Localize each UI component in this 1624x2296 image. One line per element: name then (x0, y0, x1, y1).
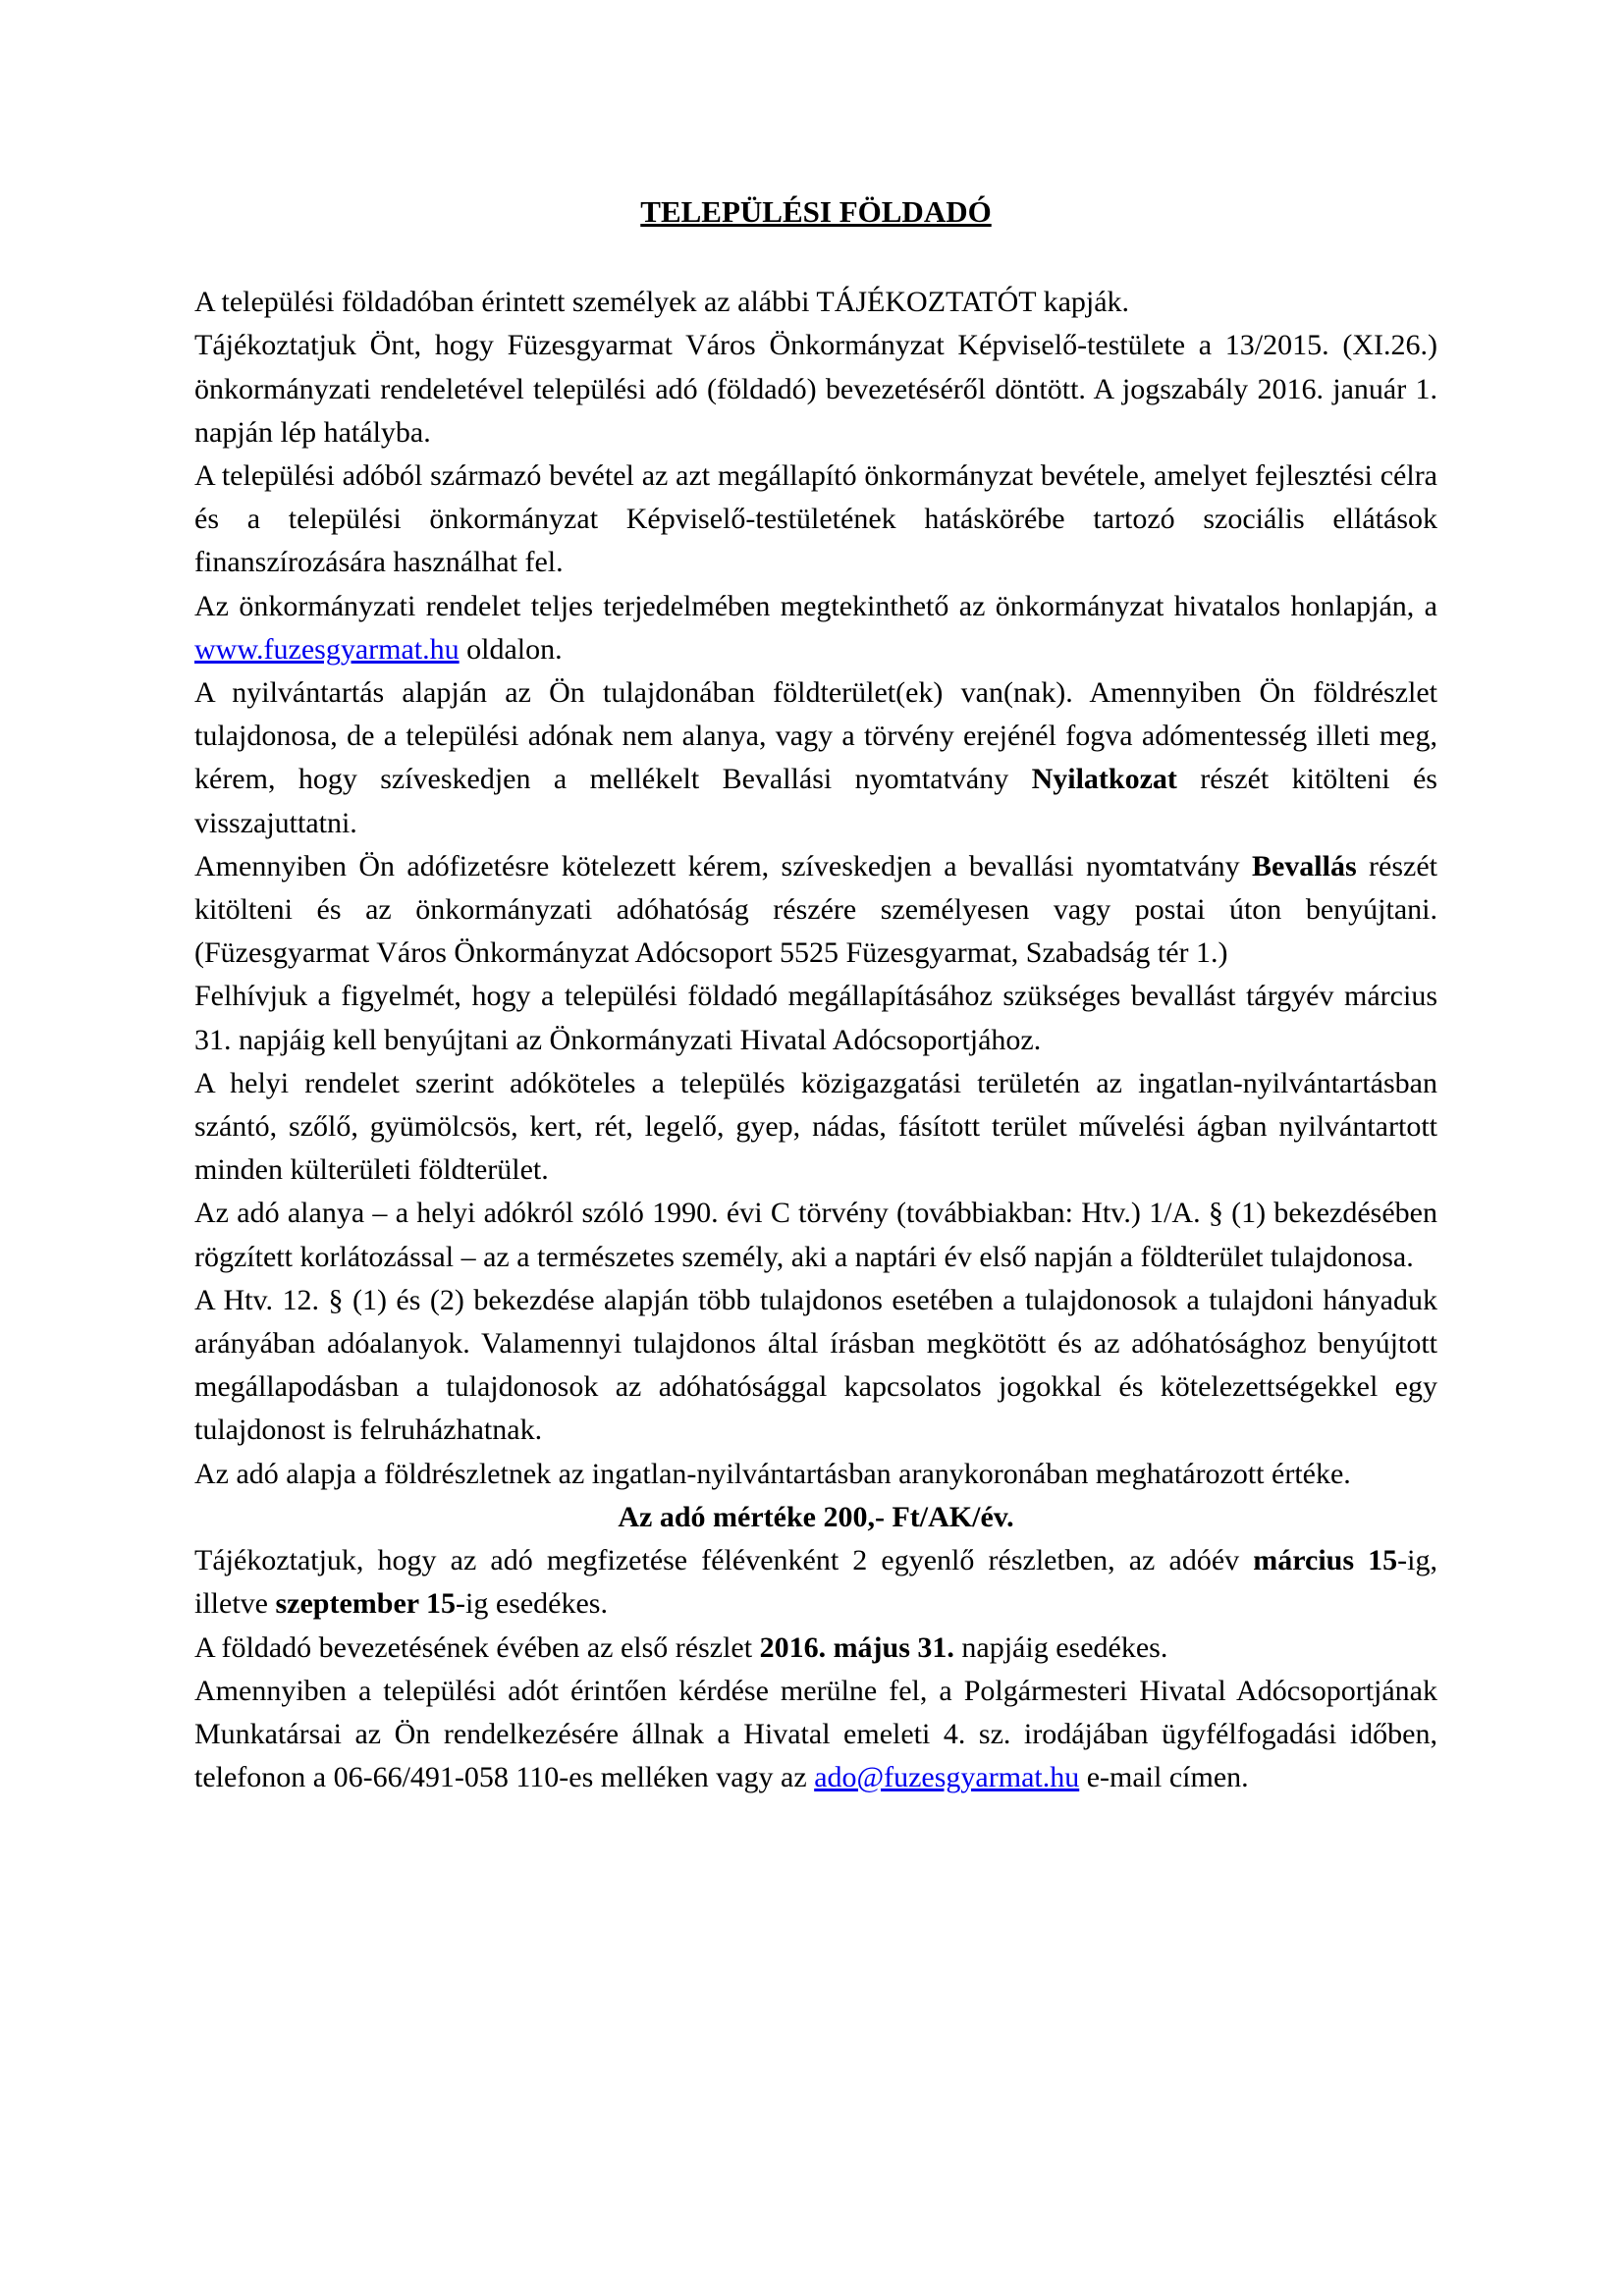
tax-rate: Az adó mértéke 200,- Ft/AK/év. (618, 1500, 1014, 1533)
paragraph-subject: Az adó alanya – a helyi adókról szóló 1990. évi C törvény (továbbiakban: Htv.) 1/A. § (1) bekezdésében rögzített korlátozással – az a természetes személy, aki a naptári év első napján a földterület tulajdonosa. (194, 1197, 1437, 1273)
paragraph-decision: Tájékoztatjuk Önt, hogy Füzesgyarmat Város Önkormányzat Képviselő-testülete a 13/2015. (XI.26.) önkormányzati rendeletével települési adó (földadó) bevezetéséről döntött. A jogszabály 2016. január 1. napján lép hatályba. (194, 329, 1437, 449)
website-link[interactable]: www.fuzesgyarmat.hu (194, 632, 460, 666)
paragraph-return: Amennyiben Ön adófizetésre kötelezett kérem, szíveskedjen a bevallási nyomtatvány Bevallás részét kitölteni és az önkormányzati adóhatóság részére személyesen vagy postai úton benyújtani. (Füzesgyarmat Város Önkormányzat Adócsoport 5525 Füzesgyarmat, Szabadság tér 1.) (194, 849, 1437, 970)
return-bold: Bevallás (1251, 849, 1357, 882)
paragraph-deadline: Felhívjuk a figyelmét, hogy a települési földadó megállapításához szükséges bevallást tárgyév március 31. napjáig kell benyújtani az Önkormányzati Hivatal Adócsoportjához. (194, 980, 1437, 1056)
declaration-bold: Nyilatkozat (1031, 763, 1177, 796)
paragraph-intro: A települési földadóban érintett személyek az alábbi TÁJÉKOZTATÓT kapják. (194, 286, 1130, 319)
document-page (194, 190, 1437, 1799)
paragraph-base: Az adó alapja a földrészletnek az ingatlan-nyilvántartásban aranykoronában meghatározott értéke. (194, 1457, 1351, 1490)
paragraph-taxable: A helyi rendelet szerint adóköteles a település közigazgatási területén az ingatlan-nyilvántartásban szántó, szőlő, gyümölcsös, kert, rét, legelő, gyep, nádas, fásított terület művelési ágban nyilvántartott minden külterületi földterület. (194, 1066, 1437, 1187)
paragraph-payment: Tájékoztatjuk, hogy az adó megfizetése félévenként 2 egyenlő részletben, az adóév március 15-ig, illetve szeptember 15-ig esedékes. (194, 1544, 1437, 1621)
document-title: TELEPÜLÉSI FÖLDADÓ (640, 194, 992, 229)
paragraph-owners: A Htv. 12. § (1) és (2) bekezdése alapján több tulajdonos esetében a tulajdonosok a tulajdoni hányaduk arányában adóalanyok. Valamennyi tulajdonos által írásban megkötött és az adóhatósághoz benyújtott megállapodásban a tulajdonosok az adóhatósággal kapcsolatos jogokkal és kötelezettségekkel egy tulajdonost is felruházhatnak. (194, 1283, 1437, 1447)
paragraph-contact: Amennyiben a települési adót érintően kérdése merülne fel, a Polgármesteri Hivatal Adócsoportjának Munkatársai az Ön rendelkezésére állnak a Hivatal emeleti 4. sz. irodájában ügyfélfogadási időben, telefonon a 06-66/491-058 110-es melléken vagy az ado@fuzesgyarmat.hu e-mail címen. (194, 1674, 1437, 1794)
paragraph-first-installment: A földadó bevezetésének évében az első részlet 2016. május 31. napjáig esedékes. (194, 1630, 1168, 1664)
paragraph-revenue: A települési adóból származó bevétel az azt megállapító önkormányzat bevétele, amelyet fejlesztési célra és a települési önkormányzat Képviselő-testületének hatáskörébe tartozó szociális ellátások finanszírozására használhat fel. (194, 459, 1437, 579)
paragraph-website: Az önkormányzati rendelet teljes terjedelmében megtekinthető az önkormányzat hivatalos honlapján, a www.fuzesgyarmat.hu oldalon. (194, 589, 1437, 666)
email-link[interactable]: ado@fuzesgyarmat.hu (814, 1761, 1080, 1794)
paragraph-declaration: A nyilvántartás alapján az Ön tulajdonában földterület(ek) van(nak). Amennyiben Ön földrészlet tulajdonosa, de a települési adónak nem alanya, vagy a törvény erejénél fogva adómentesség illeti meg, kérem, hogy szíveskedjen a mellékelt Bevallási nyomtatvány Nyilatkozat részét kitölteni és visszajuttatni. (194, 676, 1437, 839)
